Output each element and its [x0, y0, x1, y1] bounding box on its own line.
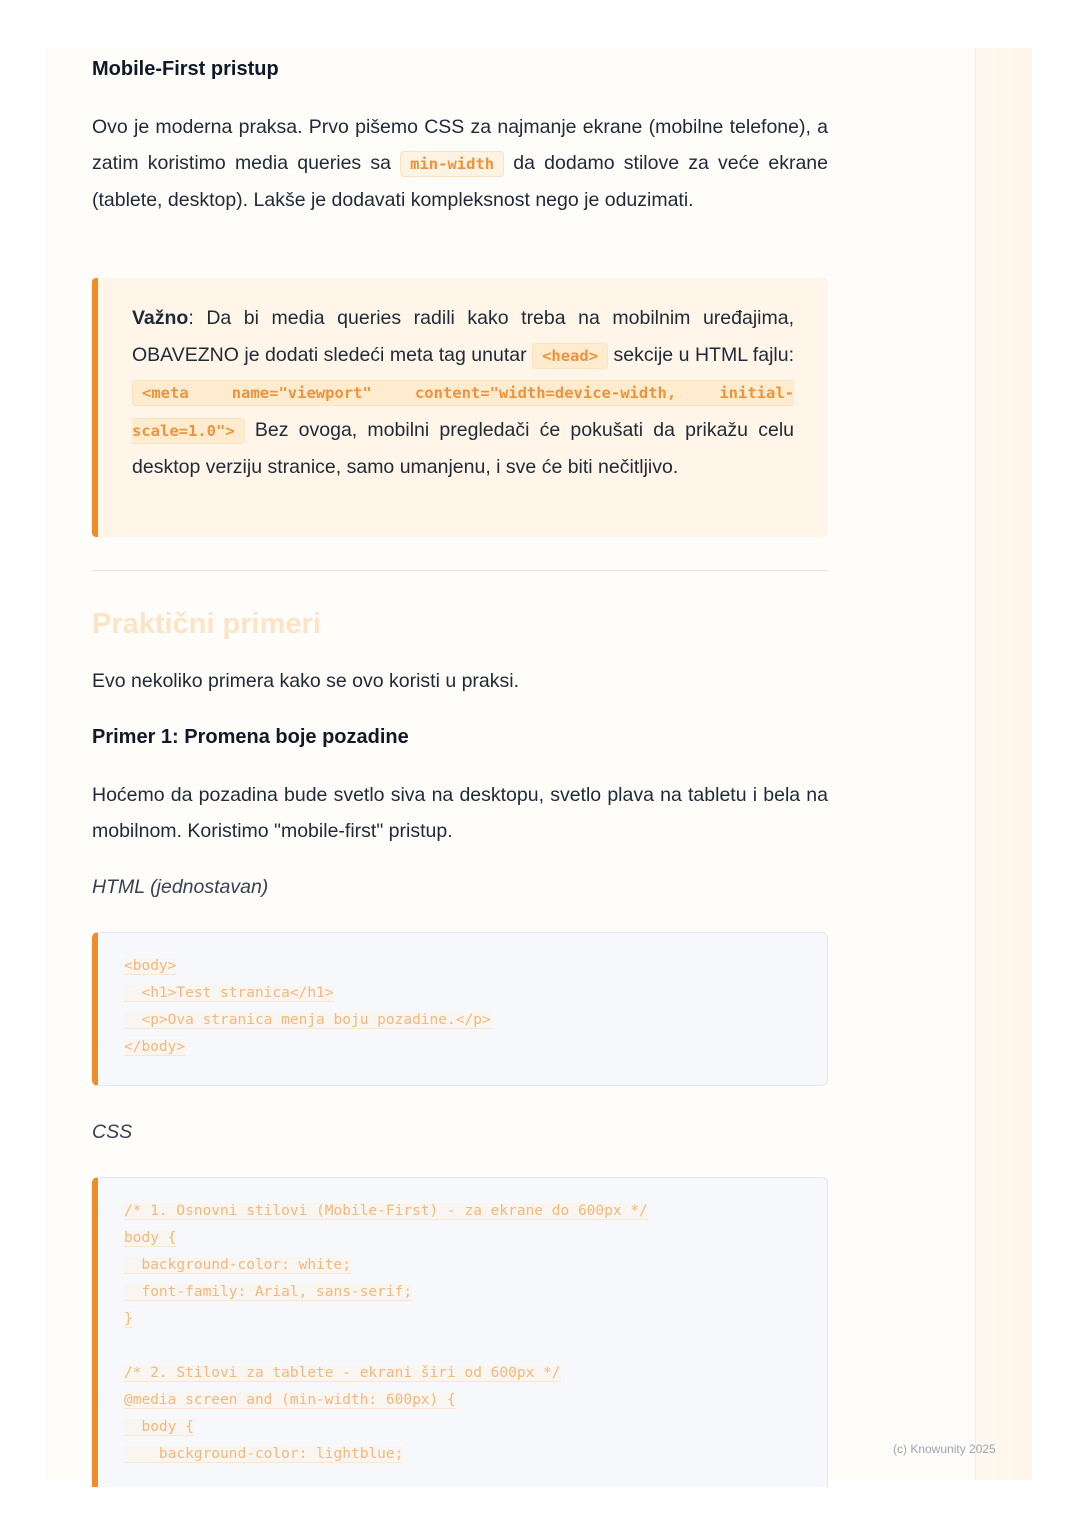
- code-line: body {: [124, 1230, 177, 1246]
- callout-bold-label: Važno: [132, 307, 189, 329]
- code-line: <h1>Test stranica</h1>: [124, 985, 334, 1001]
- intro-text-1: Ovo je moderna praksa. Prvo pišemo CSS za najmanje ekrane (mobilne telefone), a zatim koristimo media queries sa: [92, 116, 828, 174]
- section-divider: [92, 570, 828, 571]
- inline-code-min-width: min-width: [400, 151, 504, 177]
- side-margin-strip: [975, 48, 1032, 1480]
- callout-text-1: : Da bi media queries radili kako treba na mobilnim uređajima, OBAVEZNO je dodati sledeći meta tag unutar: [132, 307, 794, 366]
- intro-text-2: da dodamo stilove za veće ekrane (tablete, desktop). Lakše je dodavati kompleksnost nego je oduzimati.: [92, 152, 828, 211]
- section-intro: Evo nekoliko primera kako se ovo koristi u praksi.: [92, 670, 520, 692]
- heading-mobile-first: Mobile-First pristup: [92, 58, 279, 80]
- html-label: HTML (jednostavan): [92, 876, 269, 898]
- intro-paragraph: [92, 109, 828, 218]
- code-line: <p>Ova stranica menja boju pozadine.</p>: [124, 1012, 491, 1028]
- callout-text: [132, 300, 794, 486]
- document-page: [46, 48, 1032, 1480]
- code-line: <body>: [124, 958, 177, 974]
- code-line: </body>: [124, 1039, 186, 1055]
- code-line: }: [124, 1311, 133, 1327]
- code-line: body {: [124, 1419, 194, 1435]
- code-line: background-color: white;: [124, 1257, 351, 1273]
- example1-title: Primer 1: Promena boje pozadine: [92, 726, 409, 748]
- inline-code-meta-viewport: <meta name="viewport" content="width=device-width, initial-scale=1.0">: [132, 380, 794, 444]
- callout-text-3: Bez ovoga, mobilni pregledači će pokušati da prikažu celu desktop verziju stranice, samo umanjenu, i sve će biti nečitljivo.: [132, 418, 794, 478]
- example1-text: Hoćemo da pozadina bude svetlo siva na desktopu, svetlo plava na tabletu i bela na mobilnom. Koristimo "mobile-first" pristup.: [92, 784, 828, 842]
- inline-code-head: <head>: [532, 343, 608, 369]
- html-code-block: [92, 932, 828, 1086]
- callout-text-2: sekcije u HTML fajlu:: [608, 343, 794, 366]
- code-line: @media screen and (min-width: 600px) {: [124, 1392, 456, 1408]
- css-code-block: [92, 1177, 828, 1487]
- section-title: Praktični primeri: [92, 608, 321, 640]
- copyright-footer: (c) Knowunity 2025: [893, 1442, 996, 1456]
- code-line: [124, 1333, 828, 1360]
- code-line: background-color: lightblue;: [124, 1446, 404, 1462]
- css-label: CSS: [92, 1121, 133, 1143]
- code-line: font-family: Arial, sans-serif;: [124, 1284, 413, 1300]
- code-line: /* 1. Osnovni stilovi (Mobile-First) - za ekrane do 600px */: [124, 1203, 648, 1219]
- code-line: /* 2. Stilovi za tablete - ekrani širi od 600px */: [124, 1365, 561, 1381]
- important-callout: [92, 278, 828, 537]
